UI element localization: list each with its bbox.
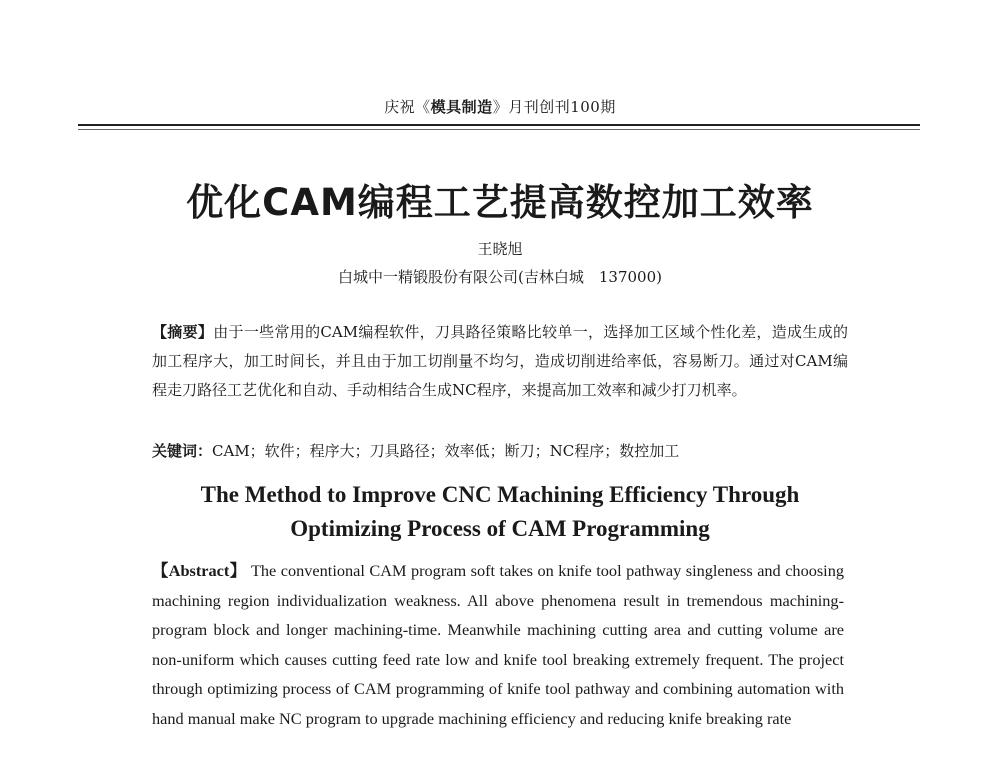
chinese-abstract-label: 【摘要】 <box>152 323 214 341</box>
header-suffix: 》月刊创刊100期 <box>492 98 616 116</box>
journal-name: 模具制造 <box>430 98 493 116</box>
chinese-abstract-text: 由于一些常用的CAM编程软件，刀具路径策略比较单一，选择加工区域个性化差，造成生成的加工程序大，加工时间长，并且由于加工切削量不均匀，造成切削进给率低，容易断刀。通过对CAM编程走刀路径工艺优化和自动、手动相结合生成NC程序，来提高加工效率和减少打刀机率。 <box>152 323 848 399</box>
english-title-line-1: The Method to Improve CNC Machining Efficiency Through <box>200 482 800 507</box>
english-abstract-label: 【Abstract】 <box>152 561 247 580</box>
chinese-keywords-text: CAM；软件；程序大；刀具路径；效率低；断刀；NC程序；数控加工 <box>212 442 680 460</box>
english-abstract <box>152 556 844 733</box>
author-affiliation: 白城中一精锻股份有限公司(吉林白城 137000) <box>338 268 662 286</box>
running-header <box>0 96 1000 117</box>
english-title-line-2: Optimizing Process of CAM Programming <box>290 516 710 541</box>
english-title <box>0 478 1000 546</box>
chinese-keywords <box>152 439 848 463</box>
header-rule <box>78 124 920 130</box>
author-name: 王晓旭 <box>477 240 523 258</box>
article-title: 优化CAM编程工艺提高数控加工效率 <box>186 181 814 224</box>
english-abstract-text: The conventional CAM program soft takes on knife tool pathway singleness and choosing machining region individualization weakness. All above phenomena result in tremendous machining-program block and longer machining-time. Meanwhile machining cutting area and cutting volume are non-uniform which causes cutting feed rate low and knife tool breaking extremely frequent. The project through optimizing process of CAM programming of knife tool pathway and combining automation with hand manual make NC program to upgrade machining efficiency and reducing knife breaking rate <box>152 561 844 728</box>
header-prefix: 庆祝《 <box>384 98 431 116</box>
chinese-abstract <box>152 318 848 405</box>
chinese-keywords-label: 关键词： <box>152 442 213 460</box>
